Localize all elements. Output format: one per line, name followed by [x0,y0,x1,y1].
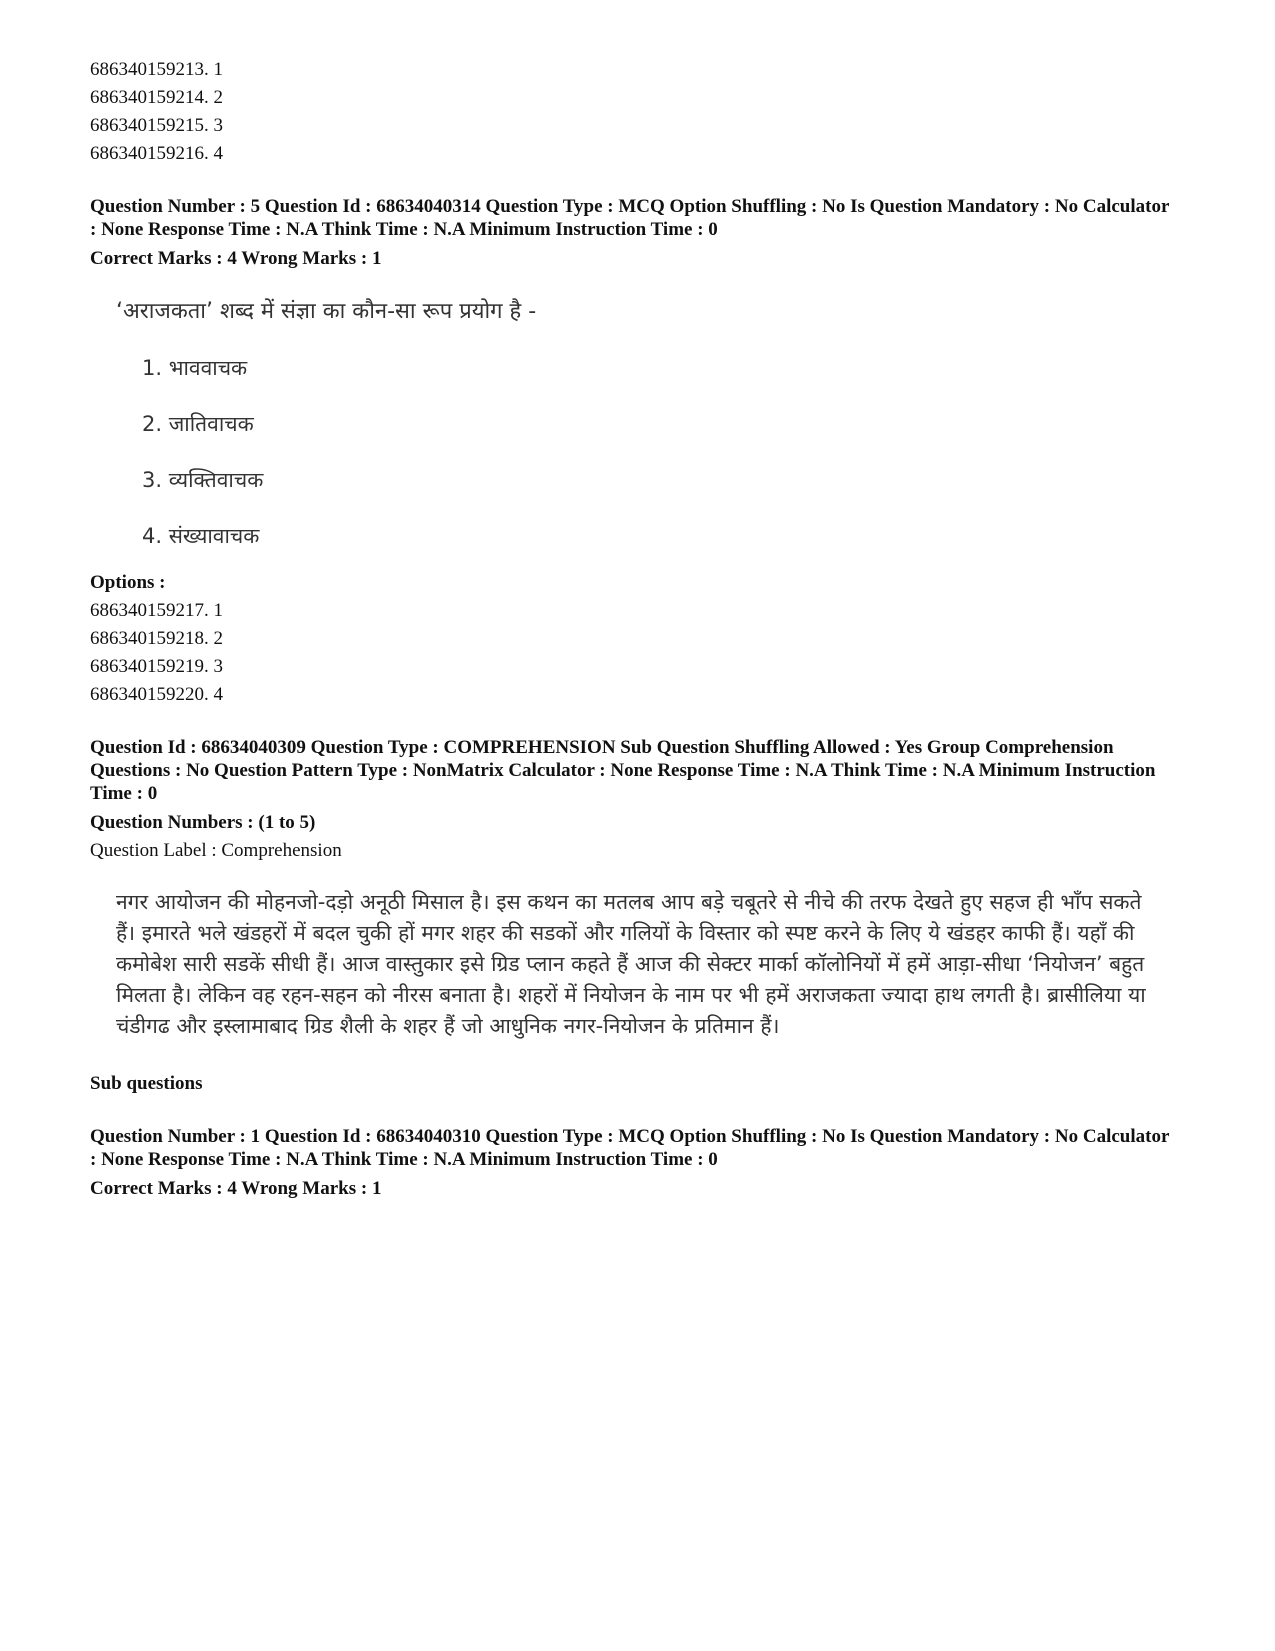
option-line: 686340159217. 1 [90,600,223,621]
question-numbers: Question Numbers : (1 to 5) [90,812,316,833]
marks-line: Correct Marks : 4 Wrong Marks : 1 [90,248,382,269]
question-meta: Question Number : 1 Question Id : 68634040310 Question Type : MCQ Option Shuffling : No Is Question Mandatory : No Calculator : None Response Time : N.A Think Time : N.A Minimum Instruction Time : 0 [90,1126,1170,1170]
document-page [90,56,1180,1203]
options-label: Options : [90,572,166,593]
choice-item: 2. जातिवाचक [142,412,254,436]
option-line: 686340159215. 3 [90,115,223,136]
question-5-block [90,195,1180,709]
option-line: 686340159218. 2 [90,628,223,649]
question-meta: Question Number : 5 Question Id : 68634040314 Question Type : MCQ Option Shuffling : No Is Question Mandatory : No Calculator : None Response Time : N.A Think Time : N.A Minimum Instruction Time : 0 [90,196,1170,240]
option-line: 686340159213. 1 [90,59,223,80]
comprehension-meta: Question Id : 68634040309 Question Type : COMPREHENSION Sub Question Shuffling Allowed : Yes Group Comprehension Questions : No Question Pattern Type : NonMatrix Calculator : None Response Time : N.A Think Time : N.A Minimum Instruction Time : 0 [90,737,1156,804]
question-label: Question Label : Comprehension [90,840,342,861]
option-line: 686340159216. 4 [90,143,223,164]
option-line: 686340159214. 2 [90,87,223,108]
top-options-list [90,56,1180,168]
option-line: 686340159220. 4 [90,684,223,705]
marks-line: Correct Marks : 4 Wrong Marks : 1 [90,1178,382,1199]
choice-item: 4. संख्यावाचक [142,524,260,548]
comprehension-passage: नगर आयोजन की मोहनजो-दड़ो अनूठी मिसाल है। इस कथन का मतलब आप बड़े चबूतरे से नीचे की तरफ देखते हुए सहज ही भाँप सकते हैं। इमारते भले खंडहरों में बदल चुकी हों मगर शहर की सडकों और गलियों के विस्तार को स्पष्ट करने के लिए ये खंडहर काफी हैं। यहाँ की कमोबेश सारी सडकें सीधी हैं। आज वास्तुकार इसे ग्रिड प्लान कहते हैं आज की सेक्टर मार्का कॉलोनियों में हमें आड़ा-सीधा ‘नियोजन’ बहुत मिलता है। लेकिन वह रहन-सहन को नीरस बनाता है। शहरों में नियोजन के नाम पर भी हमें अराजकता ज्यादा हाथ लगती है। ब्रासीलिया या चंडीगढ और इस्लामाबाद ग्रिड शैली के शहर हैं जो आधुनिक नगर-नियोजन के प्रतिमान हैं। [116,890,1146,1038]
comprehension-block [90,736,1180,1098]
choice-item: 1. भाववाचक [142,356,248,380]
option-line: 686340159219. 3 [90,656,223,677]
sub-questions-heading: Sub questions [90,1073,203,1094]
choice-item: 3. व्यक्तिवाचक [142,468,264,492]
question-1-block [90,1125,1180,1203]
question-text: ‘अराजकता’ शब्द में संज्ञा का कौन-सा रूप प्रयोग है - [116,299,537,324]
